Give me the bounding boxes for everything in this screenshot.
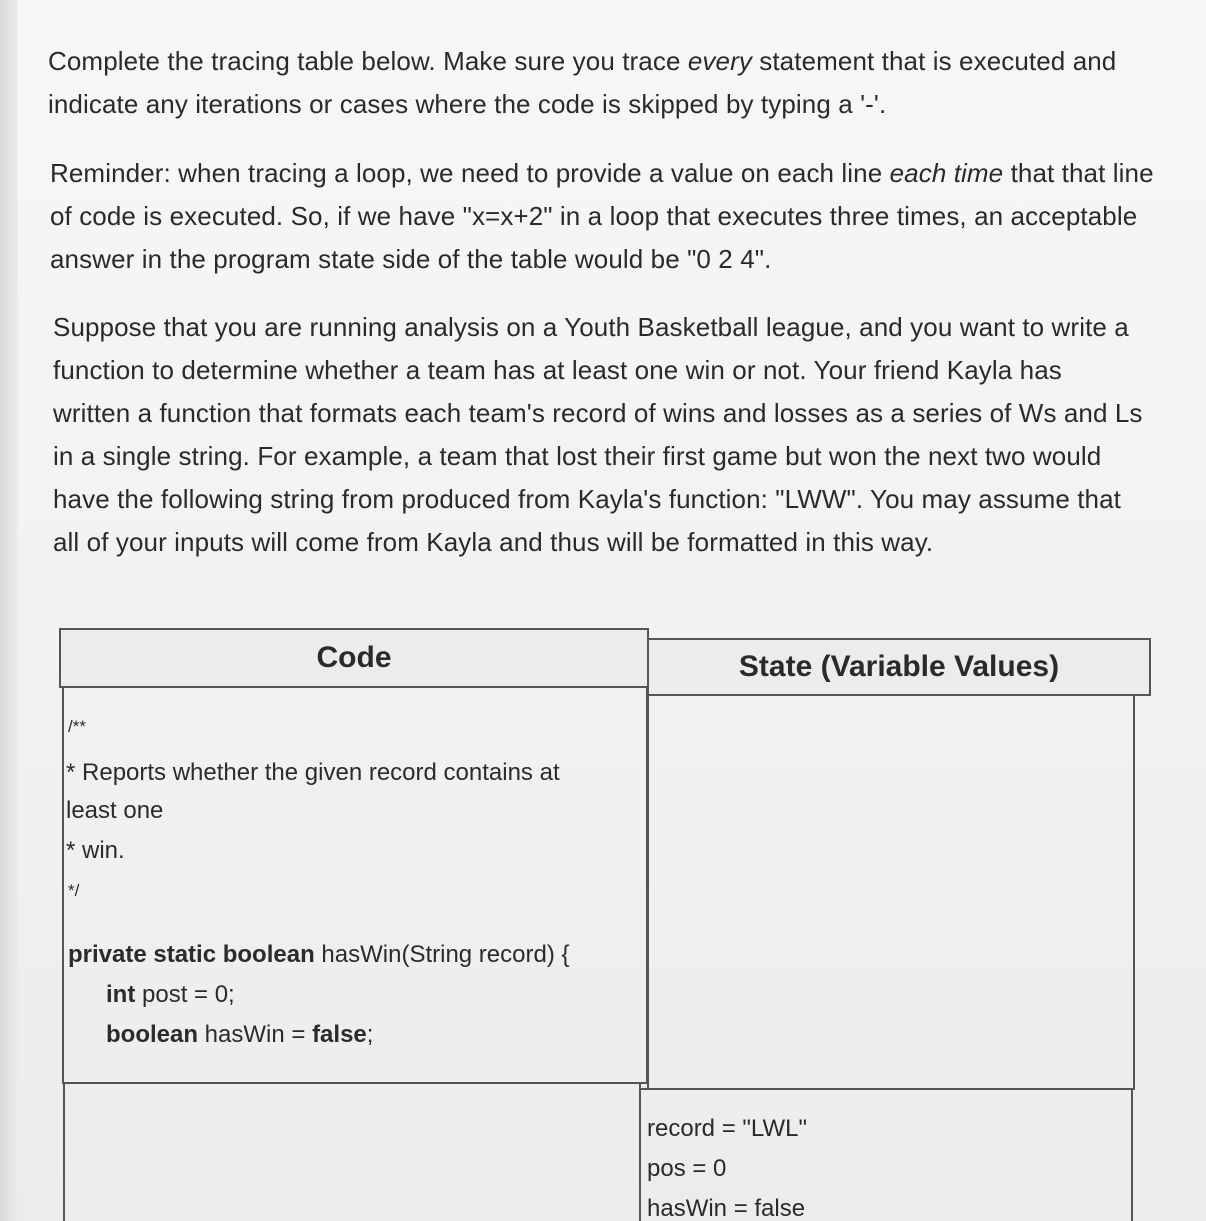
instruction-text: statement that is executed and indicate any iterations or cases where the code is skipped by typing a '-'.	[48, 46, 1117, 119]
reminder-emphasis: each time	[889, 158, 1004, 188]
signature-text: hasWin(String record) {	[314, 941, 570, 968]
reminder-text: that that line of code is executed. So, if we have "x=x+2" in a loop that executes three times, an acceptable answer in the program state side of the table would be "0 2 4".	[50, 158, 1154, 274]
keyword: false	[312, 1021, 367, 1048]
instruction-text: Complete the tracing table below. Make sure you trace	[48, 46, 688, 76]
comment-line: least one	[66, 797, 164, 824]
keyword: private static boolean	[68, 941, 315, 968]
state-haswin: hasWin = false	[647, 1195, 806, 1221]
comment-open: /**	[68, 717, 86, 736]
reminder-paragraph	[50, 152, 1175, 281]
code-line-boolean	[106, 1020, 373, 1050]
state-column-header: State (Variable Values)	[647, 638, 1151, 696]
keyword: boolean	[106, 1021, 199, 1048]
method-signature	[68, 940, 570, 970]
comment-line: * Reports whether the given record contains at	[66, 759, 560, 786]
state-record: record = "LWL"	[647, 1115, 807, 1142]
state-cell-loop-block[interactable]	[639, 1088, 1133, 1221]
reminder-text: Reminder: when tracing a loop, we need to provide a value on each line	[50, 158, 890, 188]
code-cell-loop-block	[63, 1082, 641, 1221]
tracing-table	[59, 628, 1151, 1221]
code-text: ;	[366, 1021, 374, 1048]
comment-close: */	[68, 881, 80, 900]
instruction-paragraph-1	[48, 40, 1173, 126]
code-text: post = 0;	[135, 981, 235, 1008]
state-pos: pos = 0	[647, 1155, 727, 1182]
keyword: int	[106, 981, 136, 1008]
screen-edge	[0, 0, 18, 1221]
code-line-int	[106, 980, 235, 1010]
problem-description: Suppose that you are running analysis on a Youth Basketball league, and you want to write a function to determine whether a team has at least one win or not. Your friend Kayla has written a function that formats each team's record of wins and losses as a series of Ws and Ls in a single string. For example, a team that lost their first game but won the next two would have the following string from produced from Kayla's function: "LWW". You may assume that all of your inputs will come from Kayla and thus will be formatted in this way.	[53, 312, 1143, 557]
comment-line: * win.	[66, 837, 125, 864]
code-text: hasWin =	[198, 1021, 313, 1048]
instruction-emphasis: every	[687, 46, 752, 76]
code-column-header: Code	[59, 628, 649, 688]
code-cell-header-block	[62, 686, 648, 1084]
state-answer-cell[interactable]	[647, 694, 1135, 1090]
